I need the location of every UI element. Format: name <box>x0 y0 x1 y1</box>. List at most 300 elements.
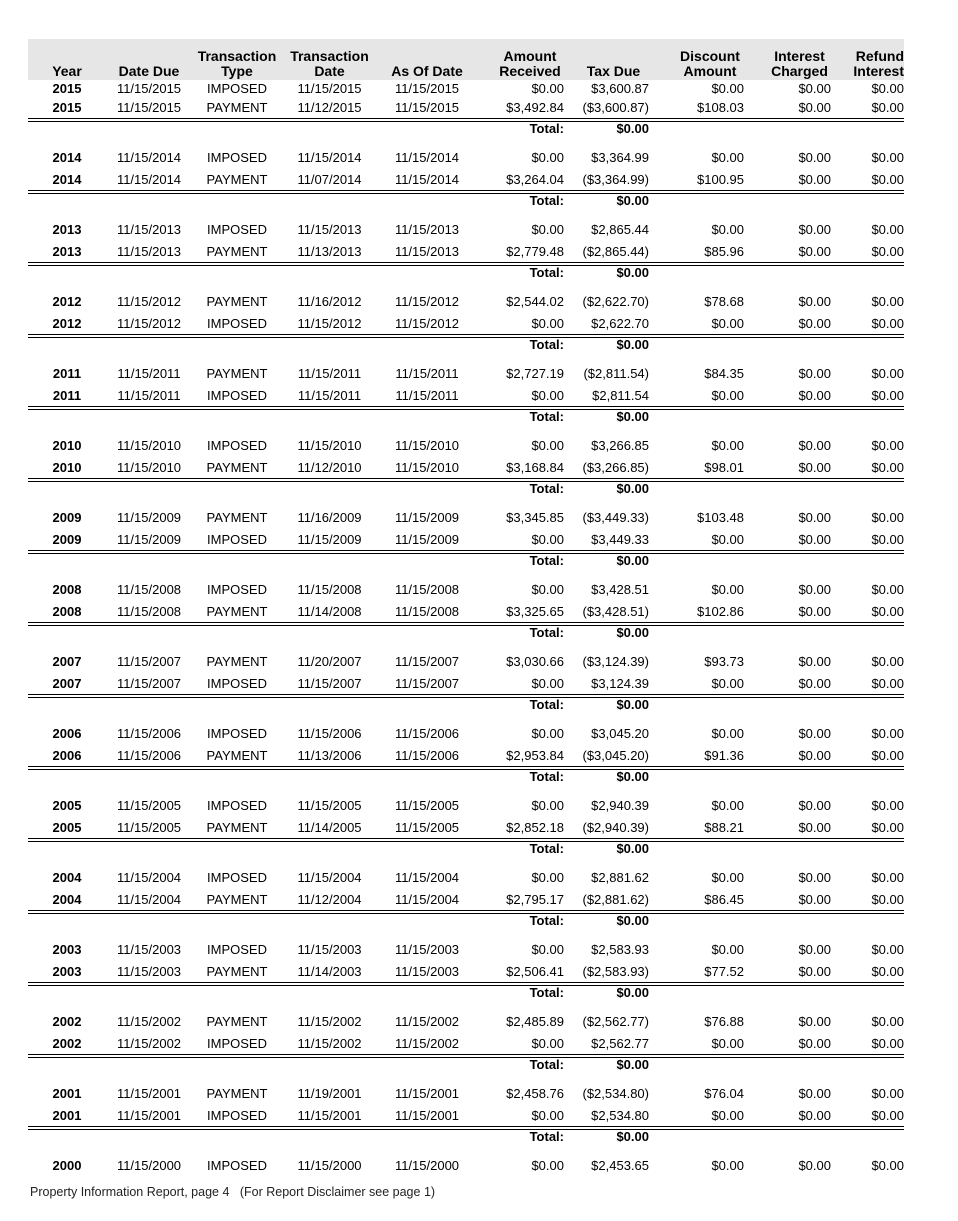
total-label: Total: <box>529 409 564 424</box>
cell-discount-amount: $0.00 <box>711 531 744 547</box>
cell-as-of-date: 11/15/2002 <box>394 1035 460 1051</box>
cell-year: 2015 <box>52 99 82 115</box>
total-row <box>28 410 904 423</box>
cell-discount-amount: $100.95 <box>697 171 744 187</box>
total-value: $0.00 <box>616 985 649 1000</box>
cell-interest-charged: $0.00 <box>798 1085 831 1101</box>
table-row <box>28 290 904 312</box>
cell-refund-interest: $0.00 <box>871 459 904 475</box>
cell-refund-interest: $0.00 <box>871 80 904 96</box>
total-spacer <box>28 266 477 279</box>
cell-transaction-type: IMPOSED <box>207 675 267 691</box>
cell-date-due: 11/15/2015 <box>116 80 182 96</box>
cell-as-of-date: 11/15/2013 <box>394 243 460 259</box>
cell-refund-interest: $0.00 <box>871 963 904 979</box>
cell-interest-charged: $0.00 <box>798 675 831 691</box>
table-row <box>28 960 904 986</box>
cell-year: 2008 <box>52 581 82 597</box>
footer-disclaimer: (For Report Disclaimer see page 1) <box>239 1185 436 1199</box>
cell-year: 2014 <box>52 149 82 165</box>
cell-date-due: 11/15/2004 <box>116 891 182 907</box>
cell-transaction-date: 11/14/2005 <box>297 819 362 835</box>
cell-tax-due: ($2,811.54) <box>583 365 649 381</box>
cell-refund-interest: $0.00 <box>871 581 904 597</box>
cell-transaction-type: IMPOSED <box>207 531 267 547</box>
table-row <box>28 1032 904 1058</box>
cell-as-of-date: 11/15/2006 <box>394 725 460 741</box>
cell-refund-interest: $0.00 <box>871 1157 904 1173</box>
cell-amount-received: $2,779.48 <box>506 243 564 259</box>
cell-date-due: 11/15/2005 <box>116 797 182 813</box>
cell-as-of-date: 11/15/2001 <box>394 1107 460 1123</box>
cell-discount-amount: $0.00 <box>711 1157 744 1173</box>
cell-tax-due: $2,881.62 <box>591 869 649 885</box>
cell-interest-charged: $0.00 <box>798 509 831 525</box>
cell-date-due: 11/15/2001 <box>116 1085 182 1101</box>
cell-transaction-date: 11/12/2004 <box>297 891 362 907</box>
cell-amount-received: $2,727.19 <box>506 365 564 381</box>
cell-interest-charged: $0.00 <box>798 747 831 763</box>
page-footer <box>30 1185 435 1199</box>
total-label: Total: <box>529 337 564 352</box>
cell-year: 2002 <box>52 1035 82 1051</box>
cell-date-due: 11/15/2006 <box>116 747 182 763</box>
cell-transaction-date: 11/19/2001 <box>297 1085 362 1101</box>
cell-transaction-type: IMPOSED <box>207 869 267 885</box>
cell-year: 2006 <box>52 725 82 741</box>
cell-refund-interest: $0.00 <box>871 819 904 835</box>
cell-amount-received: $3,168.84 <box>506 459 564 475</box>
cell-refund-interest: $0.00 <box>871 365 904 381</box>
cell-transaction-type: PAYMENT <box>206 459 268 475</box>
table-row <box>28 218 904 240</box>
cell-transaction-date: 11/20/2007 <box>297 653 362 669</box>
cell-discount-amount: $85.96 <box>704 243 744 259</box>
cell-discount-amount: $0.00 <box>711 725 744 741</box>
cell-year: 2013 <box>52 243 82 259</box>
total-row <box>28 698 904 711</box>
cell-year: 2011 <box>52 387 82 403</box>
cell-amount-received: $2,485.89 <box>506 1013 564 1029</box>
cell-tax-due: $3,266.85 <box>591 437 649 453</box>
cell-tax-due: ($2,940.39) <box>582 819 649 835</box>
cell-transaction-type: PAYMENT <box>206 819 268 835</box>
header-refund-interest: Refund Interest <box>853 48 904 79</box>
cell-year: 2006 <box>52 747 82 763</box>
cell-date-due: 11/15/2006 <box>116 725 182 741</box>
cell-tax-due: $2,622.70 <box>591 315 649 331</box>
cell-interest-charged: $0.00 <box>798 1035 831 1051</box>
cell-transaction-type: PAYMENT <box>206 243 268 259</box>
total-spacer <box>28 986 477 999</box>
cell-as-of-date: 11/15/2003 <box>394 963 460 979</box>
total-row <box>28 1058 904 1071</box>
cell-amount-received: $3,030.66 <box>506 653 564 669</box>
tax-history-table <box>28 39 904 1176</box>
cell-date-due: 11/15/2010 <box>116 459 182 475</box>
cell-interest-charged: $0.00 <box>798 725 831 741</box>
cell-interest-charged: $0.00 <box>798 963 831 979</box>
cell-tax-due: ($3,364.99) <box>582 171 649 187</box>
cell-as-of-date: 11/15/2004 <box>394 869 460 885</box>
total-spacer <box>28 122 477 135</box>
cell-transaction-date: 11/14/2003 <box>297 963 362 979</box>
table-row <box>28 744 904 770</box>
total-label: Total: <box>529 697 564 712</box>
cell-interest-charged: $0.00 <box>798 531 831 547</box>
cell-discount-amount: $102.86 <box>697 603 744 619</box>
year-group <box>28 80 904 135</box>
cell-transaction-date: 11/15/2002 <box>297 1035 362 1051</box>
cell-transaction-type: IMPOSED <box>207 80 267 96</box>
total-label: Total: <box>529 841 564 856</box>
cell-refund-interest: $0.00 <box>871 99 904 115</box>
cell-transaction-date: 11/15/2007 <box>297 675 362 691</box>
cell-as-of-date: 11/15/2007 <box>394 653 460 669</box>
cell-as-of-date: 11/15/2000 <box>394 1157 460 1173</box>
table-row <box>28 938 904 960</box>
cell-transaction-date: 11/12/2015 <box>297 99 362 115</box>
cell-amount-received: $0.00 <box>531 80 564 96</box>
cell-discount-amount: $0.00 <box>711 941 744 957</box>
cell-interest-charged: $0.00 <box>798 387 831 403</box>
cell-tax-due: $3,600.87 <box>591 80 649 96</box>
total-spacer <box>28 410 477 423</box>
total-value: $0.00 <box>616 553 649 568</box>
cell-as-of-date: 11/15/2014 <box>394 171 460 187</box>
cell-amount-received: $0.00 <box>531 581 564 597</box>
cell-date-due: 11/15/2002 <box>116 1035 182 1051</box>
cell-tax-due: ($3,045.20) <box>582 747 649 763</box>
year-group <box>28 578 904 639</box>
cell-date-due: 11/15/2003 <box>116 963 182 979</box>
cell-amount-received: $0.00 <box>531 437 564 453</box>
cell-discount-amount: $0.00 <box>711 80 744 96</box>
cell-date-due: 11/15/2004 <box>116 869 182 885</box>
year-group <box>28 290 904 351</box>
cell-year: 2003 <box>52 963 82 979</box>
total-spacer <box>28 914 477 927</box>
cell-amount-received: $0.00 <box>531 1035 564 1051</box>
cell-transaction-type: PAYMENT <box>206 653 268 669</box>
cell-refund-interest: $0.00 <box>871 1035 904 1051</box>
total-value: $0.00 <box>616 481 649 496</box>
cell-transaction-type: IMPOSED <box>207 725 267 741</box>
cell-interest-charged: $0.00 <box>798 869 831 885</box>
cell-transaction-type: IMPOSED <box>207 315 267 331</box>
cell-transaction-date: 11/15/2015 <box>297 80 362 96</box>
table-row <box>28 794 904 816</box>
cell-transaction-type: IMPOSED <box>207 581 267 597</box>
table-header <box>28 39 904 80</box>
cell-refund-interest: $0.00 <box>871 315 904 331</box>
cell-year: 2012 <box>52 315 82 331</box>
cell-tax-due: $3,364.99 <box>591 149 649 165</box>
cell-date-due: 11/15/2007 <box>116 675 182 691</box>
table-row <box>28 1082 904 1104</box>
cell-transaction-type: IMPOSED <box>207 1035 267 1051</box>
table-row <box>28 96 904 122</box>
cell-interest-charged: $0.00 <box>798 221 831 237</box>
cell-as-of-date: 11/15/2005 <box>394 819 460 835</box>
cell-refund-interest: $0.00 <box>871 531 904 547</box>
total-value: $0.00 <box>616 913 649 928</box>
cell-interest-charged: $0.00 <box>798 459 831 475</box>
cell-transaction-type: IMPOSED <box>207 387 267 403</box>
cell-discount-amount: $103.48 <box>697 509 744 525</box>
cell-amount-received: $0.00 <box>531 1107 564 1123</box>
cell-as-of-date: 11/15/2014 <box>394 149 460 165</box>
cell-interest-charged: $0.00 <box>798 243 831 259</box>
cell-amount-received: $3,264.04 <box>506 171 564 187</box>
cell-transaction-type: PAYMENT <box>206 99 268 115</box>
cell-interest-charged: $0.00 <box>798 1107 831 1123</box>
cell-date-due: 11/15/2000 <box>116 1157 182 1173</box>
cell-interest-charged: $0.00 <box>798 99 831 115</box>
cell-tax-due: $3,449.33 <box>591 531 649 547</box>
cell-tax-due: $3,428.51 <box>591 581 649 597</box>
cell-discount-amount: $0.00 <box>711 797 744 813</box>
cell-date-due: 11/15/2008 <box>116 581 182 597</box>
cell-amount-received: $0.00 <box>531 149 564 165</box>
total-spacer <box>28 554 477 567</box>
cell-as-of-date: 11/15/2001 <box>394 1085 460 1101</box>
cell-tax-due: $2,562.77 <box>591 1035 649 1051</box>
cell-interest-charged: $0.00 <box>798 315 831 331</box>
cell-interest-charged: $0.00 <box>798 797 831 813</box>
total-value: $0.00 <box>616 121 649 136</box>
year-group <box>28 650 904 711</box>
table-row <box>28 1104 904 1130</box>
year-group <box>28 1010 904 1071</box>
cell-refund-interest: $0.00 <box>871 221 904 237</box>
total-spacer <box>28 338 477 351</box>
total-value: $0.00 <box>616 625 649 640</box>
cell-amount-received: $2,544.02 <box>506 293 564 309</box>
year-group <box>28 938 904 999</box>
cell-discount-amount: $0.00 <box>711 581 744 597</box>
cell-as-of-date: 11/15/2004 <box>394 891 460 907</box>
cell-refund-interest: $0.00 <box>871 243 904 259</box>
total-label: Total: <box>529 985 564 1000</box>
cell-discount-amount: $78.68 <box>704 293 744 309</box>
cell-transaction-type: IMPOSED <box>207 149 267 165</box>
table-row <box>28 1154 904 1176</box>
cell-tax-due: ($2,583.93) <box>582 963 649 979</box>
year-group <box>28 362 904 423</box>
cell-refund-interest: $0.00 <box>871 747 904 763</box>
year-group <box>28 506 904 567</box>
total-value: $0.00 <box>616 337 649 352</box>
table-row <box>28 80 904 96</box>
total-row <box>28 770 904 783</box>
total-label: Total: <box>529 625 564 640</box>
cell-discount-amount: $0.00 <box>711 1107 744 1123</box>
cell-transaction-date: 11/15/2011 <box>297 387 362 403</box>
cell-date-due: 11/15/2014 <box>116 171 182 187</box>
cell-interest-charged: $0.00 <box>798 603 831 619</box>
cell-discount-amount: $108.03 <box>697 99 744 115</box>
cell-year: 2003 <box>52 941 82 957</box>
cell-date-due: 11/15/2008 <box>116 603 182 619</box>
cell-year: 2007 <box>52 675 82 691</box>
cell-tax-due: ($3,124.39) <box>582 653 649 669</box>
table-row <box>28 528 904 554</box>
cell-amount-received: $2,852.18 <box>506 819 564 835</box>
cell-year: 2008 <box>52 603 82 619</box>
table-row <box>28 600 904 626</box>
cell-date-due: 11/15/2001 <box>116 1107 182 1123</box>
cell-tax-due: $2,940.39 <box>591 797 649 813</box>
cell-year: 2011 <box>52 365 82 381</box>
cell-tax-due: $2,534.80 <box>591 1107 649 1123</box>
cell-refund-interest: $0.00 <box>871 149 904 165</box>
cell-date-due: 11/15/2007 <box>116 653 182 669</box>
cell-year: 2001 <box>52 1085 82 1101</box>
table-row <box>28 816 904 842</box>
cell-interest-charged: $0.00 <box>798 941 831 957</box>
cell-interest-charged: $0.00 <box>798 171 831 187</box>
cell-transaction-date: 11/15/2011 <box>297 365 362 381</box>
cell-transaction-date: 11/15/2006 <box>297 725 362 741</box>
cell-discount-amount: $0.00 <box>711 675 744 691</box>
header-interest-charged: Interest Charged <box>771 48 828 79</box>
cell-transaction-type: IMPOSED <box>207 941 267 957</box>
total-row <box>28 338 904 351</box>
table-row <box>28 240 904 266</box>
header-discount-amount: Discount Amount <box>680 48 740 79</box>
cell-transaction-date: 11/15/2003 <box>297 941 362 957</box>
total-row <box>28 626 904 639</box>
cell-date-due: 11/15/2010 <box>116 437 182 453</box>
cell-tax-due: ($2,622.70) <box>582 293 649 309</box>
cell-tax-due: ($3,449.33) <box>582 509 649 525</box>
cell-date-due: 11/15/2003 <box>116 941 182 957</box>
cell-discount-amount: $0.00 <box>711 437 744 453</box>
year-group <box>28 434 904 495</box>
total-row <box>28 482 904 495</box>
cell-transaction-date: 11/15/2000 <box>297 1157 362 1173</box>
cell-refund-interest: $0.00 <box>871 891 904 907</box>
cell-discount-amount: $0.00 <box>711 1035 744 1051</box>
cell-as-of-date: 11/15/2009 <box>394 531 460 547</box>
table-row <box>28 384 904 410</box>
cell-discount-amount: $77.52 <box>704 963 744 979</box>
cell-amount-received: $0.00 <box>531 531 564 547</box>
header-date-due: Date Due <box>118 63 180 79</box>
cell-transaction-date: 11/14/2008 <box>297 603 362 619</box>
cell-as-of-date: 11/15/2009 <box>394 509 460 525</box>
total-label: Total: <box>529 265 564 280</box>
cell-transaction-date: 11/07/2014 <box>297 171 362 187</box>
cell-discount-amount: $0.00 <box>711 315 744 331</box>
cell-year: 2014 <box>52 171 82 187</box>
cell-transaction-type: PAYMENT <box>206 891 268 907</box>
cell-amount-received: $2,953.84 <box>506 747 564 763</box>
cell-amount-received: $0.00 <box>531 221 564 237</box>
cell-as-of-date: 11/15/2003 <box>394 941 460 957</box>
year-group <box>28 218 904 279</box>
total-value: $0.00 <box>616 841 649 856</box>
cell-tax-due: ($2,881.62) <box>582 891 649 907</box>
total-value: $0.00 <box>616 1129 649 1144</box>
cell-transaction-date: 11/15/2005 <box>297 797 362 813</box>
cell-interest-charged: $0.00 <box>798 891 831 907</box>
footer-page-label: Property Information Report, page 4 <box>30 1185 230 1199</box>
table-row <box>28 578 904 600</box>
cell-refund-interest: $0.00 <box>871 797 904 813</box>
total-spacer <box>28 698 477 711</box>
cell-year: 2013 <box>52 221 82 237</box>
cell-year: 2010 <box>52 459 82 475</box>
cell-refund-interest: $0.00 <box>871 869 904 885</box>
cell-refund-interest: $0.00 <box>871 725 904 741</box>
cell-refund-interest: $0.00 <box>871 1013 904 1029</box>
cell-transaction-type: PAYMENT <box>206 293 268 309</box>
year-group <box>28 866 904 927</box>
total-label: Total: <box>529 913 564 928</box>
header-transaction-date: Transaction Date <box>290 48 369 79</box>
total-value: $0.00 <box>616 1057 649 1072</box>
cell-year: 2015 <box>52 80 82 96</box>
cell-date-due: 11/15/2009 <box>116 531 182 547</box>
cell-amount-received: $2,795.17 <box>506 891 564 907</box>
cell-amount-received: $0.00 <box>531 941 564 957</box>
table-row <box>28 312 904 338</box>
cell-refund-interest: $0.00 <box>871 171 904 187</box>
cell-transaction-type: IMPOSED <box>207 797 267 813</box>
cell-refund-interest: $0.00 <box>871 437 904 453</box>
cell-discount-amount: $86.45 <box>704 891 744 907</box>
cell-discount-amount: $88.21 <box>704 819 744 835</box>
cell-as-of-date: 11/15/2008 <box>394 581 460 597</box>
cell-transaction-date: 11/13/2013 <box>297 243 362 259</box>
cell-year: 2004 <box>52 869 82 885</box>
table-row <box>28 506 904 528</box>
table-row <box>28 168 904 194</box>
cell-date-due: 11/15/2011 <box>117 387 181 403</box>
cell-transaction-date: 11/15/2008 <box>297 581 362 597</box>
table-row <box>28 650 904 672</box>
cell-interest-charged: $0.00 <box>798 581 831 597</box>
cell-interest-charged: $0.00 <box>798 819 831 835</box>
total-spacer <box>28 770 477 783</box>
cell-as-of-date: 11/15/2015 <box>394 99 460 115</box>
cell-as-of-date: 11/15/2002 <box>394 1013 460 1029</box>
cell-amount-received: $3,492.84 <box>506 99 564 115</box>
table-row <box>28 1010 904 1032</box>
cell-tax-due: $2,811.54 <box>592 387 649 403</box>
table-row <box>28 888 904 914</box>
cell-discount-amount: $98.01 <box>704 459 744 475</box>
cell-transaction-date: 11/16/2009 <box>297 509 362 525</box>
total-label: Total: <box>529 553 564 568</box>
total-label: Total: <box>529 193 564 208</box>
cell-amount-received: $0.00 <box>531 315 564 331</box>
cell-year: 2000 <box>52 1157 82 1173</box>
table-row <box>28 362 904 384</box>
cell-tax-due: $3,045.20 <box>591 725 649 741</box>
cell-transaction-type: PAYMENT <box>206 171 268 187</box>
cell-discount-amount: $84.35 <box>704 365 744 381</box>
cell-tax-due: ($2,562.77) <box>582 1013 649 1029</box>
cell-transaction-date: 11/15/2001 <box>297 1107 362 1123</box>
cell-interest-charged: $0.00 <box>798 365 831 381</box>
cell-transaction-type: PAYMENT <box>206 1085 268 1101</box>
cell-date-due: 11/15/2005 <box>116 819 182 835</box>
total-row <box>28 914 904 927</box>
table-row <box>28 722 904 744</box>
